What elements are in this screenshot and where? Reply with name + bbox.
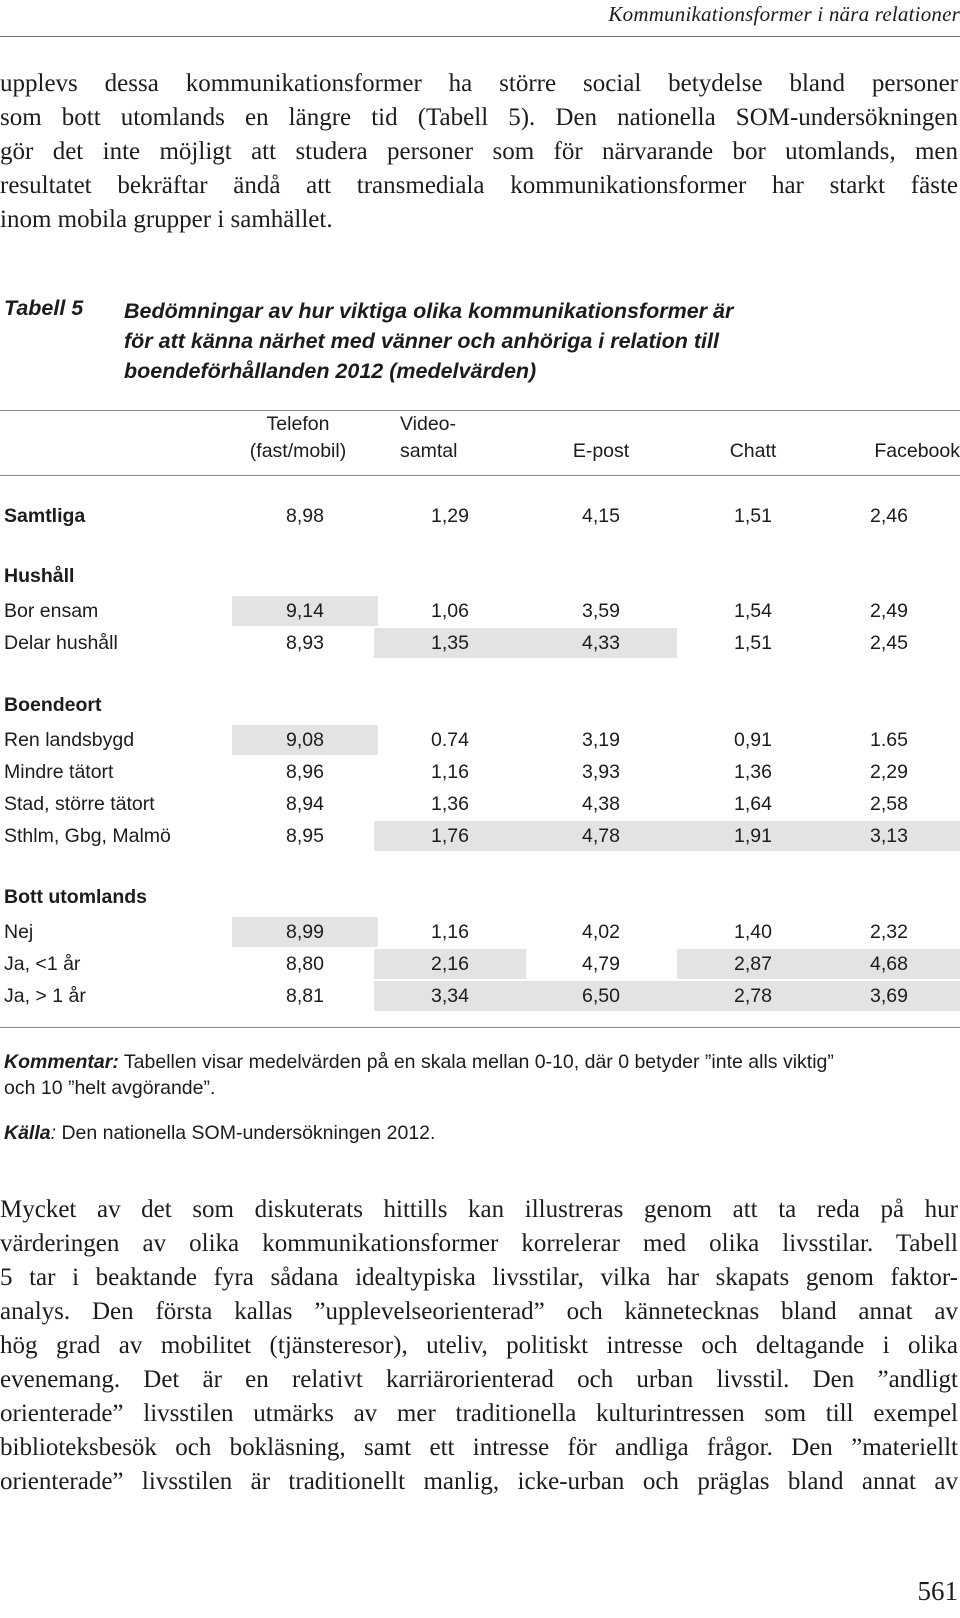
column-header-line: (fast/mobil) [249, 440, 347, 462]
table-cell [374, 725, 526, 755]
table-cell [828, 949, 960, 979]
paragraph-line: 5 tar i beaktande fyra sådana idealtypiska livsstilar, vilka har skapats genom faktor- [0, 1264, 958, 1291]
paragraph-line: analys. Den första kallas ”upplevelseorienterad” och kännetecknas bland annat av [0, 1298, 958, 1325]
column-header-line [677, 411, 829, 438]
table-row [0, 628, 960, 658]
paragraph-line: evenemang. Det är en relativt karriärorienterad och urban livsstil. Den ”andligt [0, 1366, 958, 1393]
cell-value: 1,36 [431, 793, 469, 815]
cell-value: 4,79 [582, 953, 620, 975]
row-label: Sthlm, Gbg, Malmö [4, 825, 171, 847]
source-text: Den nationella SOM-undersökningen 2012. [56, 1122, 436, 1144]
column-header-telefon [232, 411, 364, 465]
cell-value: 4,68 [870, 953, 908, 975]
table-cell [232, 821, 378, 851]
table-cell [525, 628, 677, 658]
cell-value: 1.65 [870, 729, 908, 751]
table-source [4, 1122, 435, 1145]
cell-value: 1,40 [734, 921, 772, 943]
table-cell [828, 789, 960, 819]
column-header-line: Telefon [266, 413, 330, 435]
cell-value: 1,64 [734, 793, 772, 815]
cell-value: 3,13 [870, 825, 908, 847]
cell-value: 2,58 [870, 793, 908, 815]
cell-value: 2,78 [734, 985, 772, 1007]
page-number: 561 [917, 1576, 958, 1606]
table-caption [124, 296, 924, 386]
column-header-videosamtal [400, 411, 500, 465]
table-cell [525, 596, 677, 626]
paragraph-1 [0, 67, 958, 237]
table-cell [828, 917, 960, 947]
cell-value: 1,06 [431, 600, 469, 622]
table-row [0, 981, 960, 1011]
table-row [0, 725, 960, 755]
table-cell [232, 725, 378, 755]
cell-value: 8,95 [286, 825, 324, 847]
table-cell [525, 981, 677, 1011]
paragraph-line: resultatet bekräftar ändå att transmediala kommunikationsformer har starkt fäste [0, 172, 958, 199]
paragraph-line: biblioteksbesök och bokläsning, samt ett intresse för andliga frågor. Den ”materiellt [0, 1434, 958, 1461]
group-title: Hushåll [4, 565, 75, 587]
cell-value: 1,16 [431, 761, 469, 783]
table-cell [374, 821, 526, 851]
table-cell [677, 789, 829, 819]
table-cell [374, 917, 526, 947]
cell-value: 4,15 [582, 505, 620, 527]
table-cell [374, 596, 526, 626]
table-cell [525, 501, 677, 531]
table-row [0, 757, 960, 787]
table-cell [232, 757, 378, 787]
cell-value: 0.74 [431, 729, 469, 751]
paragraph-2 [0, 1193, 958, 1499]
table-cell [374, 501, 526, 531]
table-cell [232, 596, 378, 626]
cell-value: 6,50 [582, 985, 620, 1007]
column-header-line: Facebook [874, 440, 960, 462]
row-label: Nej [4, 921, 34, 943]
table-cell [374, 628, 526, 658]
cell-value: 3,19 [582, 729, 620, 751]
cell-value: 4,38 [582, 793, 620, 815]
cell-value: 1,16 [431, 921, 469, 943]
header-rule [0, 36, 960, 37]
table-cell [677, 949, 829, 979]
cell-value: 3,93 [582, 761, 620, 783]
table-cell [677, 725, 829, 755]
table-cell [828, 501, 960, 531]
table-cell [677, 981, 829, 1011]
paragraph-line: gör det inte möjligt att studera personer som för närvarande bor utomlands, men [0, 138, 958, 165]
table-cell [525, 917, 677, 947]
row-label: Mindre tätort [4, 761, 114, 783]
table-cell [828, 981, 960, 1011]
table-header-rule [0, 475, 960, 476]
source-colon: : [50, 1122, 57, 1144]
comment-text: Tabellen visar medelvärden på en skala mellan 0-10, där 0 betyder ”inte alls viktig” [118, 1051, 834, 1073]
table-cell [677, 821, 829, 851]
table-cell [374, 981, 526, 1011]
cell-value: 8,94 [286, 793, 324, 815]
row-label: Ja, <1 år [4, 953, 81, 975]
cell-value: 3,34 [431, 985, 469, 1007]
paragraph-line: orienterade” livsstilen utmärks av mer traditionella kulturintressen som till exempel [0, 1400, 958, 1427]
paragraph-line: som bott utomlands en längre tid (Tabell 5). Den nationella SOM-undersökningen [0, 104, 958, 131]
cell-value: 8,99 [286, 921, 324, 943]
table-cell [525, 821, 677, 851]
table-cell [374, 949, 526, 979]
cell-value: 0,91 [734, 729, 772, 751]
caption-line: Bedömningar av hur viktiga olika kommunikationsformer är [124, 299, 734, 323]
caption-line: boendeförhållanden 2012 (medelvärden) [124, 359, 537, 383]
table-cell [232, 628, 378, 658]
table-cell [232, 789, 378, 819]
cell-value: 8,93 [286, 632, 324, 654]
table-cell [525, 949, 677, 979]
row-label: Stad, större tätort [4, 793, 155, 815]
table-row [0, 789, 960, 819]
table-cell [828, 725, 960, 755]
table-cell [232, 949, 378, 979]
cell-value: 3,69 [870, 985, 908, 1007]
paragraph-line: orienterade” livsstilen är traditionellt manlig, icke-urban och präglas bland annat av [0, 1468, 958, 1495]
group-title: Bott utomlands [4, 886, 147, 908]
source-label: Källa [4, 1122, 51, 1144]
column-header-epost [525, 411, 677, 465]
column-header-line [525, 411, 677, 438]
table-comment [4, 1049, 954, 1101]
table-row [0, 917, 960, 947]
cell-value: 4,78 [582, 825, 620, 847]
cell-value: 1,54 [734, 600, 772, 622]
paragraph-line: inom mobila grupper i samhället. [0, 206, 333, 233]
column-header-line: Video- [400, 413, 457, 435]
cell-value: 2,87 [734, 953, 772, 975]
cell-value: 8,81 [286, 985, 324, 1007]
comment-text: och 10 ”helt avgörande”. [4, 1077, 216, 1099]
table-cell [828, 596, 960, 626]
cell-value: 2,49 [870, 600, 908, 622]
column-header-line: samtal [400, 440, 458, 462]
table-cell [232, 981, 378, 1011]
row-label: Samtliga [4, 505, 86, 527]
table-cell [677, 757, 829, 787]
column-header-facebook [840, 411, 960, 465]
table-cell [374, 789, 526, 819]
paragraph-line: värderingen av olika kommunikationsformer korrelerar med olika livsstilar. Tabell [0, 1230, 958, 1257]
row-label: Ren landsbygd [4, 729, 135, 751]
cell-value: 8,98 [286, 505, 324, 527]
row-label: Delar hushåll [4, 632, 118, 654]
cell-value: 1,36 [734, 761, 772, 783]
cell-value: 2,46 [870, 505, 908, 527]
table-row [0, 596, 960, 626]
cell-value: 9,14 [286, 600, 324, 622]
table-row [0, 949, 960, 979]
table-cell [525, 789, 677, 819]
cell-value: 4,33 [582, 632, 620, 654]
cell-value: 1,76 [431, 825, 469, 847]
cell-value: 2,32 [870, 921, 908, 943]
caption-line: för att känna närhet med vänner och anhöriga i relation till [124, 329, 719, 353]
table-row [0, 501, 960, 531]
group-title: Boendeort [4, 694, 102, 716]
cell-value: 4,02 [582, 921, 620, 943]
table-cell [828, 821, 960, 851]
table-cell [525, 725, 677, 755]
table-cell [677, 501, 829, 531]
table-cell [232, 917, 378, 947]
cell-value: 3,59 [582, 600, 620, 622]
table-cell [232, 501, 378, 531]
cell-value: 9,08 [286, 729, 324, 751]
paragraph-line: hög grad av mobilitet (tjänsteresor), uteliv, politiskt intresse och deltagande i olika [0, 1332, 958, 1359]
table-bottom-rule [0, 1027, 960, 1028]
table-row [0, 821, 960, 851]
table-cell [677, 917, 829, 947]
column-header-line [840, 411, 960, 438]
running-head: Kommunikationsformer i nära relationer [608, 2, 960, 26]
paragraph-line: upplevs dessa kommunikationsformer ha större social betydelse bland personer [0, 70, 958, 97]
paragraph-line: Mycket av det som diskuterats hittills kan illustreras genom att ta reda på hur [0, 1196, 958, 1223]
cell-value: 8,96 [286, 761, 324, 783]
cell-value: 2,29 [870, 761, 908, 783]
table-cell [828, 628, 960, 658]
cell-value: 2,45 [870, 632, 908, 654]
comment-label: Kommentar: [4, 1051, 119, 1073]
row-label: Bor ensam [4, 600, 99, 622]
column-header-chatt [677, 411, 829, 465]
cell-value: 1,51 [734, 505, 772, 527]
cell-value: 2,16 [431, 953, 469, 975]
cell-value: 1,35 [431, 632, 469, 654]
table-cell [374, 757, 526, 787]
cell-value: 1,91 [734, 825, 772, 847]
table-number: Tabell 5 [4, 296, 84, 320]
table-cell [677, 628, 829, 658]
cell-value: 1,51 [734, 632, 772, 654]
cell-value: 8,80 [286, 953, 324, 975]
row-label: Ja, > 1 år [4, 985, 86, 1007]
column-header-line: Chatt [729, 440, 777, 462]
table-cell [677, 596, 829, 626]
table-cell [525, 757, 677, 787]
table-cell [828, 757, 960, 787]
column-header-line: E-post [572, 440, 630, 462]
cell-value: 1,29 [431, 505, 469, 527]
